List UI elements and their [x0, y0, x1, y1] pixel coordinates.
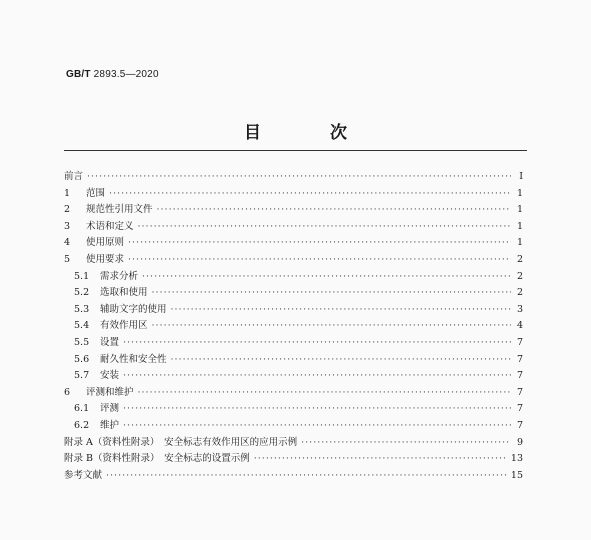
toc-entry[interactable]	[64, 386, 523, 400]
standard-code	[66, 69, 159, 80]
toc-entry-page: 7	[516, 370, 523, 382]
toc-entry-label: 有效作用区	[100, 320, 148, 332]
toc-entry-label: 维护	[100, 420, 120, 431]
toc-entry-page: 4	[516, 320, 523, 332]
toc-leader-dots	[142, 270, 511, 284]
toc-entry-page: 2	[516, 270, 523, 282]
toc-entry[interactable]	[64, 452, 523, 466]
toc-entry-label: 评测	[100, 403, 120, 415]
toc-entry-label: 前言	[64, 171, 84, 182]
toc-entry[interactable]	[64, 253, 523, 267]
toc-entry-number: 3	[64, 220, 71, 232]
toc-entry-label: 附录 B（资料性附录） 安全标志的设置示例	[64, 453, 250, 465]
toc-entry-page: 1	[516, 187, 523, 199]
toc-entry-page: 3	[516, 303, 523, 315]
toc-entry-number: 6.1	[74, 403, 90, 415]
toc-entry-page: 2	[516, 254, 523, 265]
toc-entry[interactable]	[74, 369, 523, 383]
toc-leader-dots	[87, 170, 511, 184]
toc-entry-label: 使用要求	[86, 254, 125, 265]
toc-entry-label: 使用原则	[86, 237, 125, 249]
toc-entry-number: 4	[64, 237, 71, 249]
toc-leader-dots	[123, 369, 511, 383]
toc-entry[interactable]	[74, 419, 523, 433]
toc-entry[interactable]	[74, 319, 523, 333]
toc-leader-dots	[128, 236, 511, 250]
toc-entry-label: 需求分析	[100, 270, 139, 282]
toc-entry-label: 附录 A（资料性附录） 安全标志有效作用区的应用示例	[64, 436, 298, 448]
toc-entry-label: 耐久性和安全性	[100, 353, 167, 365]
toc-leader-dots	[157, 203, 511, 217]
toc-entry-number: 1	[64, 187, 71, 199]
toc-entry-label: 设置	[100, 337, 120, 348]
toc-entry[interactable]	[64, 220, 523, 234]
toc-entry-number: 5.4	[74, 320, 90, 332]
toc-entry-number: 6	[64, 386, 71, 398]
toc-entry-label: 参考文献	[64, 469, 103, 481]
toc-entry[interactable]	[64, 203, 523, 217]
toc-entry-number: 5.2	[74, 287, 90, 299]
standard-number: 2893.5—2020	[93, 69, 159, 80]
toc-entry[interactable]	[64, 436, 523, 450]
toc-entry-label: 术语和定义	[86, 220, 134, 232]
toc-entry[interactable]	[64, 236, 523, 250]
toc-entry-page: 7	[516, 403, 523, 415]
toc-entry[interactable]	[74, 270, 523, 284]
toc-entry-number: 6.2	[74, 420, 90, 431]
toc-entry-page: 7	[516, 353, 523, 365]
toc-entry-page: 1	[516, 220, 523, 232]
toc-leader-dots	[152, 286, 511, 300]
toc-leader-dots	[123, 419, 511, 433]
toc-leader-dots	[138, 386, 511, 400]
toc-entry[interactable]	[64, 170, 523, 184]
toc-entry-page: 7	[516, 337, 523, 348]
standard-prefix: GB/T	[66, 69, 91, 80]
toc-entry-label: 评测和维护	[86, 386, 134, 398]
toc-entry[interactable]	[74, 303, 523, 317]
toc-entry-page: 7	[516, 420, 523, 431]
toc-leader-dots	[171, 303, 511, 317]
toc-entry-number: 2	[64, 204, 71, 216]
toc-entry-page: 13	[510, 453, 523, 465]
toc-leader-dots	[152, 319, 511, 333]
toc-entry-number: 5.1	[74, 270, 90, 282]
toc-entry[interactable]	[74, 286, 523, 300]
toc-entry-label: 范围	[86, 187, 106, 199]
toc-entry-page: 9	[516, 436, 523, 448]
toc-entry-page: 1	[516, 204, 523, 216]
toc-entry[interactable]	[64, 187, 523, 201]
page-title: 目 次	[244, 123, 373, 143]
toc-leader-dots	[254, 452, 507, 466]
toc-entry-label: 安装	[100, 370, 120, 382]
toc-entry-label: 规范性引用文件	[86, 204, 153, 216]
toc-leader-dots	[123, 336, 511, 350]
toc-entry-page: Ⅰ	[519, 171, 523, 182]
toc-entry-page: 15	[510, 469, 523, 481]
toc-entry-number: 5	[64, 254, 71, 265]
toc-leader-dots	[128, 253, 511, 267]
toc-entry-number: 5.7	[74, 370, 90, 382]
toc-entry-label: 辅助文字的使用	[100, 303, 167, 315]
toc-entry-page: 2	[516, 287, 523, 299]
toc-entry-number: 5.6	[74, 353, 90, 365]
toc-entry[interactable]	[64, 469, 523, 483]
toc-entry-number: 5.3	[74, 303, 90, 315]
toc-leader-dots	[138, 220, 511, 234]
toc-leader-dots	[109, 187, 511, 201]
toc-leader-dots	[123, 402, 511, 416]
toc-entry-label: 选取和使用	[100, 287, 148, 299]
title-rule	[64, 150, 527, 151]
toc-leader-dots	[171, 353, 511, 367]
toc-entry[interactable]	[74, 353, 523, 367]
toc-leader-dots	[106, 469, 507, 483]
toc-entry[interactable]	[74, 336, 523, 350]
toc-entry-page: 1	[516, 237, 523, 249]
toc-entry-page: 7	[516, 386, 523, 398]
toc-entry-number: 5.5	[74, 337, 90, 348]
toc-entry[interactable]	[74, 402, 523, 416]
toc-leader-dots	[301, 436, 511, 450]
